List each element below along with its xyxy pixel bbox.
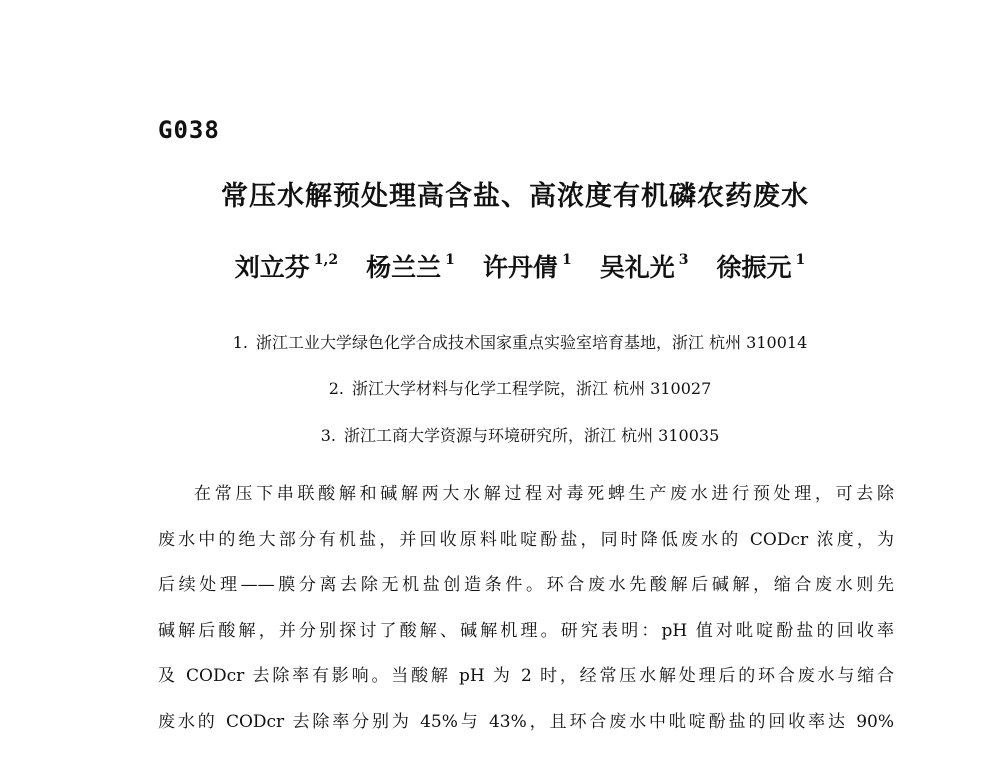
author-name: 吴礼光 [599,253,675,282]
affiliation-number: 2. [328,379,344,398]
author-affiliation-mark: 1 [561,252,572,268]
affiliation-1 [0,330,1000,353]
affiliation-2 [0,376,1000,399]
affiliation-3 [0,423,1000,446]
author-name: 许丹倩 [482,253,558,282]
author-name: 杨兰兰 [366,253,442,282]
abstract-line: 后续处理——膜分离去除无机盐创造条件。环合废水先酸解后碱解，缩合废水则先 [158,575,894,595]
author [600,248,689,284]
abstract-line: 废水的 CODcr 去除率分别为 45%与 43%，且环合废水中吡啶酚盐的回收率达 90% [158,711,894,732]
author-affiliation-mark: 1 [795,252,806,268]
paper-title: 常压水解预处理高含盐、高浓度有机磷农药废水 [221,181,809,212]
author-name: 刘立芬 [234,253,310,282]
author-name: 徐振元 [716,253,792,282]
abstract-line: 及 CODcr 去除率有影响。当酸解 pH 为 2 时，经常压水解处理后的环合废水与缩合 [158,666,894,686]
author [716,248,805,284]
paper-code: G038 [158,116,220,144]
affiliation-number: 1. [232,333,248,352]
abstract-line: 在常压下串联酸解和碱解两大水解过程对毒死蜱生产废水进行预处理，可去除 [194,484,894,504]
author [483,248,572,284]
affiliation-text: 浙江工业大学绿色化学合成技术国家重点实验室培育基地，浙江 杭州 310014 [256,333,808,352]
author-affiliation-mark: 3 [678,252,689,268]
author-affiliation-mark: 1,2 [313,252,339,268]
author [366,248,455,284]
affiliation-text: 浙江工商大学资源与环境研究所，浙江 杭州 310035 [344,426,720,445]
affiliation-text: 浙江大学材料与化学工程学院，浙江 杭州 310027 [352,379,712,398]
author-affiliation-mark: 1 [445,252,455,268]
abstract-line: 废水中的绝大部分有机盐，并回收原料吡啶酚盐，同时降低废水的 CODcr 浓度，为 [158,529,894,550]
author-list [0,248,1000,284]
abstract [158,478,894,751]
abstract-line: 碱解后酸解，并分别探讨了酸解、碱解机理。研究表明：pH 值对吡啶酚盐的回收率 [158,620,894,641]
affiliation-number: 3. [320,426,336,445]
author [235,248,338,284]
